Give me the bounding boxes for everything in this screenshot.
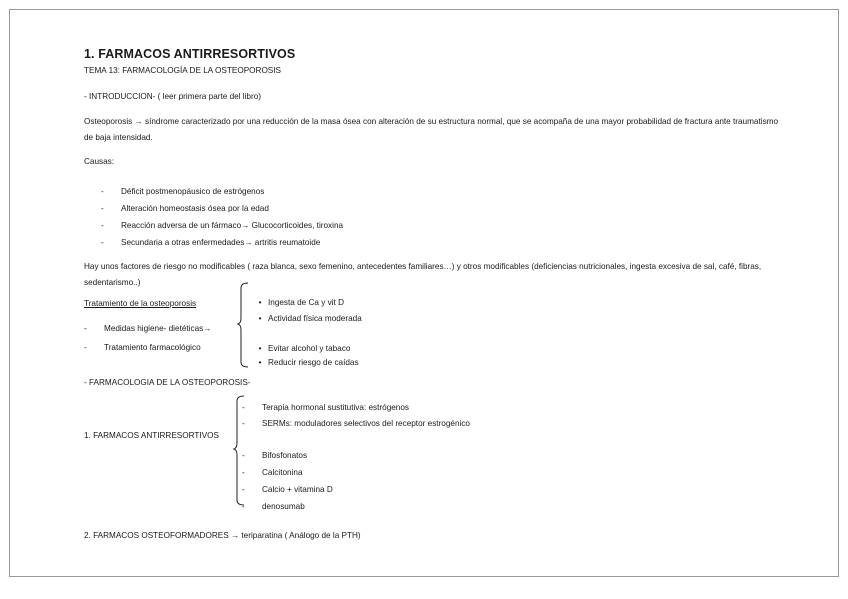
treatment-heading: Tratamiento de la osteoporosis: [84, 299, 197, 308]
intro-paragraph: Osteoporosis → síndrome caracterizado por una reducción de la masa ósea con alteración de su estructura normal, que se acompaña de una mayor probabilidad de fractura ante traumatismo de baja intensidad.: [84, 117, 779, 142]
cause-item: - Secundaria a otras enfermedades→ artritis reumatoide: [101, 238, 321, 247]
cause-item: - Reacción adversa de un fármaco→ Glucocorticoides, tiroxina: [101, 221, 344, 230]
measure-item: • Ingesta de Ca y vit D: [258, 298, 344, 307]
antiresorptive-item: - Bifosfonatos: [242, 451, 308, 460]
document-page: [9, 9, 839, 577]
antiresorptive-item: - Calcio + vitamina D: [242, 485, 333, 494]
treatment-item: - Tratamiento farmacológico: [84, 343, 201, 352]
antiresorptive-label: 1. FARMACOS ANTIRRESORTIVOS: [84, 431, 219, 440]
causes-heading: Causas:: [84, 157, 115, 166]
pharmacology-heading: - FARMACOLOGIA DE LA OSTEOPOROSIS-: [84, 378, 251, 387]
measure-item: • Evitar alcohol y tabaco: [258, 344, 351, 353]
treatment-item: - Medidas higiene- dietéticas→: [84, 324, 212, 333]
antiresorptive-item: - SERMs: moduladores selectivos del receptor estrogénico: [242, 419, 470, 428]
antiresorptive-item: - Calcitonina: [242, 468, 303, 477]
measure-item: • Actividad física moderada: [258, 314, 362, 323]
cause-item: - Alteración homeostasis ósea por la edad: [101, 204, 269, 213]
intro-heading: - INTRODUCCION- ( leer primera parte del libro): [84, 92, 261, 101]
antiresorptive-item: - Terapia hormonal sustitutiva: estrógenos: [242, 403, 409, 412]
risk-factors-paragraph: Hay unos factores de riesgo no modificables ( raza blanca, sexo femenino, antecedentes familiares…) y otros modificables (deficiencias nutricionales, ingesta excesiva de sal, café, fibras, sedentarismo..): [84, 262, 762, 287]
antiresorptive-item: - denosumab: [242, 502, 305, 511]
treatment-brace: [238, 282, 250, 368]
osteoformers-line: 2. FARMACOS OSTEOFORMADORES → teriparatina ( Análogo de la PTH): [84, 531, 361, 540]
measure-item: • Reducir riesgo de caídas: [258, 358, 359, 367]
document-title: 1. FARMACOS ANTIRRESORTIVOS: [84, 47, 296, 61]
cause-item: - Déficit postmenopáusico de estrógenos: [101, 187, 265, 196]
document-subtitle: TEMA 13: FARMACOLOGÍA DE LA OSTEOPOROSIS: [84, 66, 282, 75]
